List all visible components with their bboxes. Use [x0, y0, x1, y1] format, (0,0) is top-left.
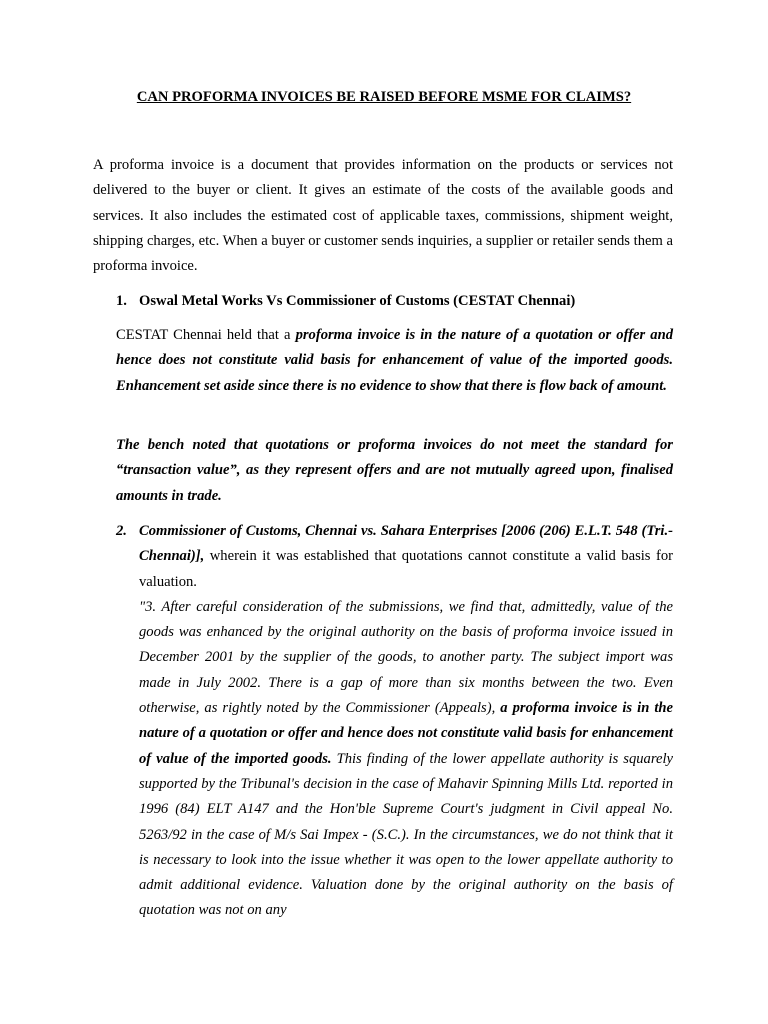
- section-2-citation: Commissioner of Customs, Chennai vs. Sahara Enterprises [2006 (206) E.L.T. 548 (Tri.-Chennai)],: [139, 523, 673, 565]
- section-2-number: 2.: [116, 523, 127, 539]
- page-title: CAN PROFORMA INVOICES BE RAISED BEFORE MSME FOR CLAIMS?: [136, 89, 632, 105]
- section-1-paragraph-1-lead: CESTAT Chennai held that a: [116, 327, 296, 343]
- section-1-paragraph-2: The bench noted that quotations or proforma invoices do not meet the standard for “transaction value”, as they represent offers and are not mutually agreed upon, finalised amounts in trade.: [116, 437, 673, 504]
- section-1-heading-text: Oswal Metal Works Vs Commissioner of Customs (CESTAT Chennai): [139, 293, 576, 309]
- intro-paragraph: A proforma invoice is a document that provides information on the products or services not delivered to the buyer or client. It gives an estimate of the costs of the available goods and services. It also includes the estimated cost of applicable taxes, commissions, shipment weight, shipping charges, etc. When a buyer or customer sends inquiries, a supplier or retailer sends them a proforma invoice.: [93, 157, 673, 275]
- section-2: [116, 519, 673, 924]
- section-1-number: 1.: [116, 293, 127, 309]
- section-2-quote-part-2: This finding of the lower appellate authority is squarely supported by the Tribunal's decision in the case of Mahavir Spinning Mills Ltd. reported in 1996 (84) ELT A147 and the Hon'ble Supreme Court's judgment in Civil appeal No. 5263/92 in the case of M/s Sai Impex - (S.C.). In the circumstances, we do not think that it is necessary to look into the issue whether it was open to the lower appellate authority to admit additional evidence. Valuation done by the original authority on the basis of quotation was not on any: [139, 750, 673, 919]
- section-2-citation-tail: wherein it was established that quotations cannot constitute a valid basis for valuation.: [139, 548, 673, 590]
- section-1-paragraph-1: [116, 323, 673, 399]
- section-2-quote-part-1: "3. After careful consideration of the submissions, we find that, admittedly, value of the goods was enhanced by the original authority on the basis of proforma invoice issued in December 2001 by the supplier of the goods, to another party. The subject import was made in July 2002. There is a gap of more than six months between the two. Even otherwise, as rightly noted by the Commissioner (Appeals),: [139, 598, 673, 717]
- section-2-quote-emphasis: a proforma invoice is in the nature of a quotation or offer and hence does not constitute valid basis for enhancement of value of the imported goods.: [139, 700, 673, 767]
- section-1-heading: [116, 289, 673, 314]
- section-2-intro: [139, 519, 673, 595]
- section-1-paragraph-1-emphasis: proforma invoice is in the nature of a quotation or offer and hence does not constitute valid basis for enhancement of value of the imported goods. Enhancement set aside since there is no evidence to show that there is flow back of amount.: [116, 327, 673, 394]
- section-2-quote: [139, 595, 673, 924]
